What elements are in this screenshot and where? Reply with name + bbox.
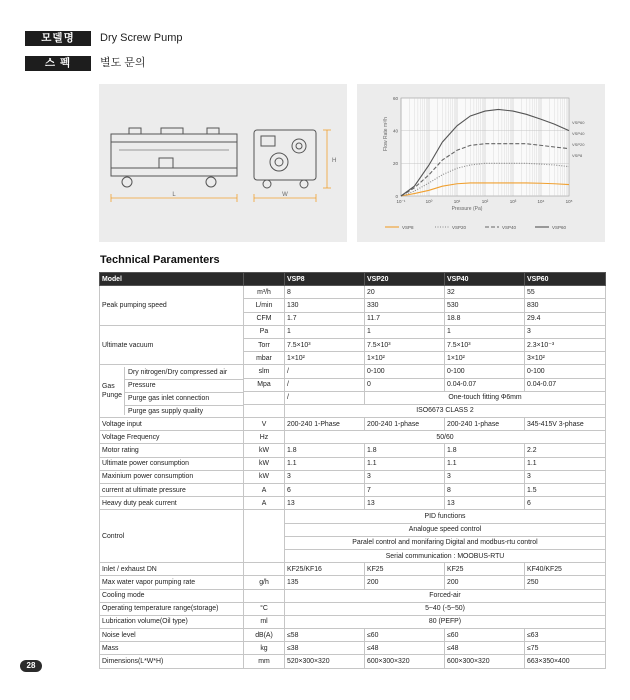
front-foot-left xyxy=(122,177,132,187)
value-cell: KF25/KF16 xyxy=(285,563,365,576)
chart-x-tick-label: 10¹ xyxy=(453,199,461,204)
value-cell: 200-240 1-Phase xyxy=(285,418,365,431)
value-cell: 1.8 xyxy=(285,444,365,457)
model-value: Dry Screw Pump xyxy=(100,32,183,44)
value-cell: 135 xyxy=(285,576,365,589)
value-cell: / xyxy=(285,378,365,391)
table-row xyxy=(100,497,606,510)
value-cell: 3 xyxy=(365,470,445,483)
row-label: Lubrication volume(Oil type) xyxy=(100,615,244,628)
chart-right-label: VSP20 xyxy=(572,142,585,147)
value-cell: 600×300×320 xyxy=(365,655,445,668)
flow-rate-chart xyxy=(357,84,605,242)
chart-y-tick-label: 0 xyxy=(395,193,398,199)
unit-cell xyxy=(244,510,285,563)
value-cell: 530 xyxy=(445,299,525,312)
unit-cell: V xyxy=(244,418,285,431)
row-label: Cooling mode xyxy=(100,589,244,602)
unit-cell xyxy=(244,563,285,576)
pump-drawing xyxy=(99,84,347,242)
row-label: Voltage Frequency xyxy=(100,431,244,444)
unit-cell xyxy=(244,404,285,417)
unit-cell xyxy=(244,391,285,404)
value-cell: 3×10² xyxy=(525,352,606,365)
value-cell: KF40/KF25 xyxy=(525,563,606,576)
value-cell: 200-240 1-phase xyxy=(365,418,445,431)
value-cell: 1.8 xyxy=(365,444,445,457)
chart-legend-entry: VSP20 xyxy=(452,225,467,230)
value-cell: 1.5 xyxy=(525,484,606,497)
value-cell: 200 xyxy=(365,576,445,589)
value-cell: KF25 xyxy=(365,563,445,576)
row-label: Mass xyxy=(100,642,244,655)
value-cell: 13 xyxy=(285,497,365,510)
row-label-peak: Peak pumping speed xyxy=(100,286,244,326)
value-cell: 1×10² xyxy=(445,352,525,365)
unit-cell: kW xyxy=(244,470,285,483)
value-cell: 7.5×10³ xyxy=(365,338,445,351)
dim-length-label: L xyxy=(172,192,176,198)
value-cell: ≤48 xyxy=(365,642,445,655)
row-label: Noise level xyxy=(100,629,244,642)
value-cell: 0-100 xyxy=(445,365,525,378)
dim-height-label: H xyxy=(332,158,337,164)
value-cell: 1.1 xyxy=(525,457,606,470)
span-cell: Serial communication : MOOBUS-RTU xyxy=(285,549,606,562)
value-cell: 1.1 xyxy=(285,457,365,470)
value-cell: 1.8 xyxy=(445,444,525,457)
chart-legend-entry: VSP60 xyxy=(552,225,567,230)
front-foot-right xyxy=(206,177,216,187)
row-label-control: Control xyxy=(100,510,244,563)
value-cell: 8 xyxy=(285,286,365,299)
table-row xyxy=(100,576,606,589)
value-cell: 250 xyxy=(525,576,606,589)
value-cell: 3 xyxy=(525,470,606,483)
gas-sub-label: Pressure xyxy=(125,380,243,393)
value-cell: / xyxy=(285,365,365,378)
value-cell: 1 xyxy=(365,325,445,338)
value-cell: 32 xyxy=(445,286,525,299)
table-row xyxy=(100,642,606,655)
unit-cell: m³/h xyxy=(244,286,285,299)
chart-x-axis-label: Pressure (Pa) xyxy=(451,206,483,212)
header-vsp60: VSP60 xyxy=(525,273,606,286)
unit-cell: Torr xyxy=(244,338,285,351)
table-row xyxy=(100,286,606,299)
gas-purge-label: Gas Punge xyxy=(100,367,125,415)
table-row xyxy=(100,655,606,668)
value-cell: 345-415V 3-phase xyxy=(525,418,606,431)
unit-cell: mbar xyxy=(244,352,285,365)
row-label: Inlet / exhaust DN xyxy=(100,563,244,576)
value-cell: 7 xyxy=(365,484,445,497)
unit-cell: kg xyxy=(244,642,285,655)
unit-cell: mm xyxy=(244,655,285,668)
table-row xyxy=(100,325,606,338)
chart-legend-entry: VSP40 xyxy=(502,225,517,230)
value-cell: ≤58 xyxy=(285,629,365,642)
row-label: Motor rating xyxy=(100,444,244,457)
chart-y-tick-label: 60 xyxy=(392,95,398,101)
gas-sub-label: Purge gas supply quality xyxy=(128,408,204,416)
row-label-gas-purge xyxy=(100,365,244,418)
dim-width-label: W xyxy=(282,192,288,198)
unit-cell: Mpa xyxy=(244,378,285,391)
page-number: 28 xyxy=(20,660,42,672)
value-cell: 7.5×10³ xyxy=(445,338,525,351)
value-cell: 55 xyxy=(525,286,606,299)
span-cell: ISO6673 CLASS 2 xyxy=(285,404,606,417)
header-vsp40: VSP40 xyxy=(445,273,525,286)
table-row xyxy=(100,457,606,470)
chart-right-label: VSP40 xyxy=(572,131,585,136)
unit-cell: kW xyxy=(244,457,285,470)
value-cell: 520×300×320 xyxy=(285,655,365,668)
value-cell: 0.04-0.07 xyxy=(445,378,525,391)
table-row xyxy=(100,365,606,378)
value-cell: 20 xyxy=(365,286,445,299)
spec-value: 별도 문의 xyxy=(100,57,146,69)
unit-cell: dB(A) xyxy=(244,629,285,642)
value-cell: 2.2 xyxy=(525,444,606,457)
span-cell: PID functions xyxy=(285,510,606,523)
span-cell: One-touch fitting Φ6mm xyxy=(365,391,606,404)
flow-rate-chart-svg xyxy=(357,84,605,242)
value-cell: 8 xyxy=(445,484,525,497)
header-model: Model xyxy=(100,273,244,286)
value-cell: 7.5×10³ xyxy=(285,338,365,351)
chart-y-axis-label: Flow Rate m³/h xyxy=(383,117,389,151)
value-cell: 3 xyxy=(285,470,365,483)
table-row xyxy=(100,510,606,523)
span-cell: Paralel control and monifaring Digital and modbus-rtu control xyxy=(285,536,606,549)
span-cell: 80 (PEFP) xyxy=(285,615,606,628)
unit-cell: A xyxy=(244,497,285,510)
span-cell: 5~40 (-5~50) xyxy=(285,602,606,615)
value-cell: 200 xyxy=(445,576,525,589)
unit-cell: CFM xyxy=(244,312,285,325)
value-cell: 1.7 xyxy=(285,312,365,325)
value-cell: 0-100 xyxy=(525,365,606,378)
value-cell: 330 xyxy=(365,299,445,312)
table-row xyxy=(100,431,606,444)
value-cell: KF25 xyxy=(445,563,525,576)
value-cell: ≤60 xyxy=(445,629,525,642)
pump-body-front xyxy=(111,134,237,176)
spec-label: 스 펙 xyxy=(25,56,91,71)
value-cell: 1×10² xyxy=(285,352,365,365)
value-cell: 1 xyxy=(285,325,365,338)
unit-cell: A xyxy=(244,484,285,497)
value-cell: 18.8 xyxy=(445,312,525,325)
value-cell: ≤48 xyxy=(445,642,525,655)
table-row xyxy=(100,615,606,628)
gas-sub-label: Purge gas inlet connection xyxy=(125,393,243,406)
unit-cell: kW xyxy=(244,444,285,457)
chart-x-tick-label: 10⁵ xyxy=(565,199,573,204)
header-vsp20: VSP20 xyxy=(365,273,445,286)
value-cell: ≤60 xyxy=(365,629,445,642)
value-cell: 13 xyxy=(365,497,445,510)
value-cell: 1.1 xyxy=(445,457,525,470)
value-cell: 1×10² xyxy=(365,352,445,365)
chart-right-label: VSP60 xyxy=(572,120,585,125)
table-row xyxy=(100,563,606,576)
value-cell: 1.1 xyxy=(365,457,445,470)
value-cell: ≤75 xyxy=(525,642,606,655)
value-cell: 0 xyxy=(365,378,445,391)
chart-x-tick-label: 10⁰ xyxy=(425,199,433,204)
chart-right-label: VSP8 xyxy=(572,153,583,158)
value-cell: 830 xyxy=(525,299,606,312)
span-cell: Forced-air xyxy=(285,589,606,602)
value-cell: ≤63 xyxy=(525,629,606,642)
value-cell: ≤38 xyxy=(285,642,365,655)
unit-cell: Hz xyxy=(244,431,285,444)
row-label: Voltage input xyxy=(100,418,244,431)
pump-drawing-svg xyxy=(99,84,347,242)
unit-cell: g/h xyxy=(244,576,285,589)
table-row xyxy=(100,484,606,497)
table-row xyxy=(100,444,606,457)
value-cell: 1 xyxy=(445,325,525,338)
value-cell: 6 xyxy=(285,484,365,497)
model-label: 모델명 xyxy=(25,31,91,46)
value-cell: 29.4 xyxy=(525,312,606,325)
row-label: Maxinium power consumption xyxy=(100,470,244,483)
technical-parameters-title: Technical Paramenters xyxy=(100,254,220,266)
row-label: current at ultimate pressure xyxy=(100,484,244,497)
chart-x-tick-label: 10⁴ xyxy=(537,199,545,204)
value-cell: 200-240 1-phase xyxy=(445,418,525,431)
unit-cell: slm xyxy=(244,365,285,378)
value-cell: 13 xyxy=(445,497,525,510)
row-label: Dimensions(L*W*H) xyxy=(100,655,244,668)
chart-legend-entry: VSP8 xyxy=(402,225,414,230)
unit-cell xyxy=(244,589,285,602)
unit-cell: °C xyxy=(244,602,285,615)
value-cell: 2.3×10⁻³ xyxy=(525,338,606,351)
chart-y-tick-label: 40 xyxy=(392,128,398,134)
chart-x-tick-label: 10⁻¹ xyxy=(396,199,406,204)
header-unit xyxy=(244,273,285,286)
table-row xyxy=(100,418,606,431)
chart-x-tick-label: 10³ xyxy=(509,199,517,204)
row-label: Heavy duty peak current xyxy=(100,497,244,510)
span-cell: 50/60 xyxy=(285,431,606,444)
value-cell: 663×350×400 xyxy=(525,655,606,668)
value-cell: / xyxy=(285,391,365,404)
header-vsp8: VSP8 xyxy=(285,273,365,286)
row-label-vacuum: Ultimate vacuum xyxy=(100,325,244,365)
table-row xyxy=(100,629,606,642)
row-label: Ultimate power consumption xyxy=(100,457,244,470)
value-cell: 3 xyxy=(445,470,525,483)
table-row xyxy=(100,470,606,483)
unit-cell: Pa xyxy=(244,325,285,338)
value-cell: 0.04-0.07 xyxy=(525,378,606,391)
value-cell: 3 xyxy=(525,325,606,338)
value-cell: 0-100 xyxy=(365,365,445,378)
chart-y-tick-label: 20 xyxy=(392,161,398,167)
value-cell: 600×300×320 xyxy=(445,655,525,668)
table-row xyxy=(100,589,606,602)
unit-cell: ml xyxy=(244,615,285,628)
technical-parameters-table xyxy=(99,272,606,669)
span-cell: Analogue speed control xyxy=(285,523,606,536)
chart-x-tick-label: 10² xyxy=(481,199,489,204)
row-label: Operating temperature range(storage) xyxy=(100,602,244,615)
value-cell: 130 xyxy=(285,299,365,312)
gas-sub-label: Dry nitrogen/Dry compressed air xyxy=(125,367,243,380)
value-cell: 11.7 xyxy=(365,312,445,325)
value-cell: 6 xyxy=(525,497,606,510)
table-row xyxy=(100,602,606,615)
unit-cell: L/min xyxy=(244,299,285,312)
table-header-row xyxy=(100,273,606,286)
row-label: Max water vapor pumping rate xyxy=(100,576,244,589)
